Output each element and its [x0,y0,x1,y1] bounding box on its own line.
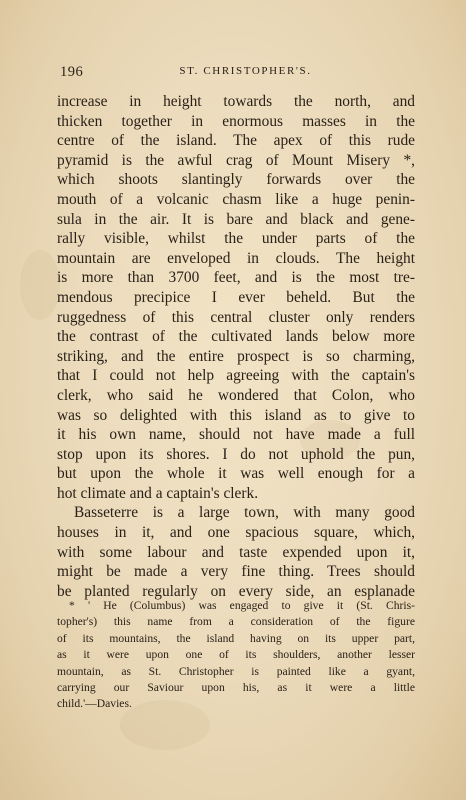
footnote-line: mountain, as St. Christopher is painted like a gyant, [57,664,415,678]
text-line: Basseterre is a large town, with many good [74,504,415,522]
footnote-line: * ' He (Columbus) was engaged to give it (St. Chris- [69,599,415,612]
text-line: sula in the air. It is bare and black and gene- [57,210,415,228]
text-line: might be made a very fine thing. Trees should [57,563,415,581]
text-line: pyramid is the awful crag of Mount Misery *, [57,151,415,169]
text-line: hot climate and a captain's clerk. [57,484,259,502]
footnote-line: carrying our Saviour upon his, as it were a little [57,680,415,694]
text-line: stop upon its shores. I do not uphold the pun, [57,445,415,463]
running-head: ST. CHRISTOPHER'S. [179,65,312,77]
text-line: with some labour and taste expended upon it, [57,543,415,561]
text-line: rally visible, whilst the under parts of the [57,230,415,248]
footnote-line: child.'—Davies. [57,697,132,711]
page-header [57,64,418,84]
footnote-line: of its mountains, the island having on its upper part, [57,631,415,645]
text-line: that I could not help agreeing with the captain's [57,367,415,385]
text-line: it his own name, should not have made a full [57,426,415,444]
text-line: mouth of a volcanic chasm like a huge penin- [57,190,415,208]
paper-stain [20,250,60,320]
text-line: is more than 3700 feet, and is the most tre- [57,269,415,287]
text-line: be planted regularly on every side, an esplanade [57,582,415,600]
text-line: but upon the whole it was well enough for a [57,465,415,483]
text-line: centre of the island. The apex of this rude [57,132,415,150]
footnote [57,598,415,713]
text-line: mendous precipice I ever beheld. But the [57,288,415,306]
text-line: ruggedness of this central cluster only renders [57,308,415,326]
text-line: was so delighted with this island as to give to [57,406,415,424]
text-line: increase in height towards the north, and [57,93,415,110]
footnote-line: topher's) this name from a consideration of the figure [57,615,415,629]
footnote-line: as it were upon one of its shoulders, another lesser [57,648,415,662]
text-line: the contrast of the cultivated lands below more [57,328,415,346]
text-line: clerk, who said he wondered that Colon, who [57,386,415,404]
text-line: houses in it, and one spacious square, which, [57,524,415,542]
text-line: mountain are enveloped in clouds. The height [57,249,415,267]
text-line: thicken together in enormous masses in the [57,112,415,130]
text-line: striking, and the entire prospect is so charming, [57,347,415,365]
body-text [57,92,415,601]
text-line: which shoots slantingly forwards over the [57,171,415,189]
page-number: 196 [60,64,84,80]
